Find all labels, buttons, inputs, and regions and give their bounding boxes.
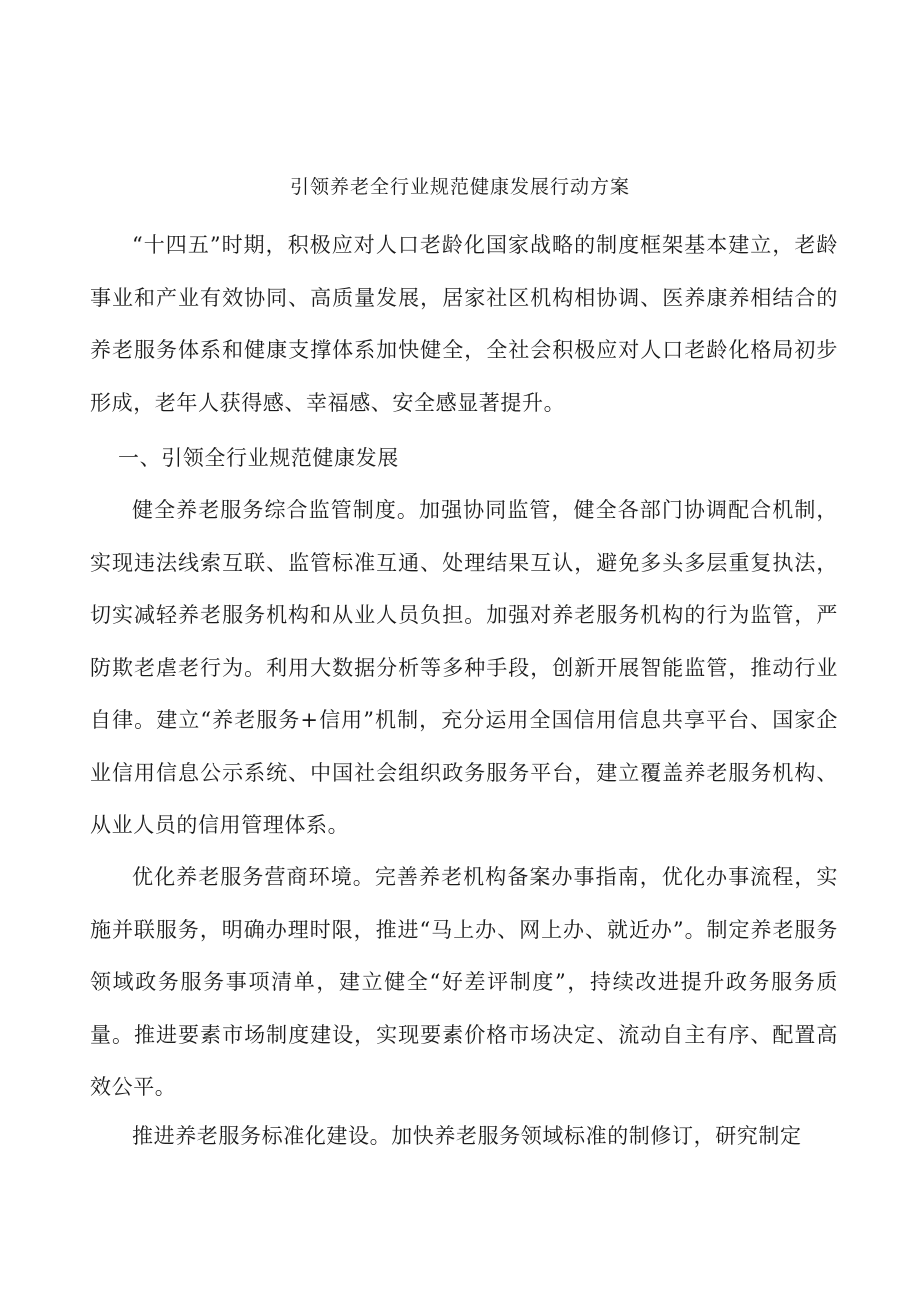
document-title: 引领养老全行业规范健康发展行动方案 (289, 176, 630, 198)
paragraph-standardization: 推进养老服务标准化建设。加快养老服务领域标准的制修订，研究制定 (132, 1124, 802, 1148)
section-heading: 一、引领全行业规范健康发展 (118, 446, 399, 470)
intro-paragraph: “十四五”时期，积极应对人口老龄化国家战略的制度框架基本建立，老龄事业和产业有效协同、高质量发展，居家社区机构相协调、医养康养相结合的养老服务体系和健康支撑体系加快健全，全社会积极应对人口老龄化格局初步形成，老年人获得感、幸福感、安全感显著提升。 (90, 233, 838, 415)
paragraph-business-environment: 优化养老服务营商环境。完善养老机构备案办事指南，优化办事流程，实施并联服务，明确办理时限，推进“马上办、网上办、就近办”。制定养老服务领域政务服务事项清单，建立健全“好差评制度”，持续改进提升政务服务质量。推进要素市场制度建设，实现要素价格市场决定、流动自主有序、配置高效公平。 (90, 865, 838, 1099)
paragraph-supervision: 健全养老服务综合监管制度。加强协同监管，健全各部门协调配合机制，实现违法线索互联、监管标准互通、处理结果互认，避免多头多层重复执法，切实减轻养老服务机构和从业人员负担。加强对养老服务机构的行为监管，严防欺老虐老行为。利用大数据分析等多种手段，创新开展智能监管，推动行业自律。建立“养老服务+信用”机制，充分运用全国信用信息共享平台、国家企业信用信息公示系统、中国社会组织政务服务平台，建立覆盖养老服务机构、从业人员的信用管理体系。 (90, 498, 838, 837)
